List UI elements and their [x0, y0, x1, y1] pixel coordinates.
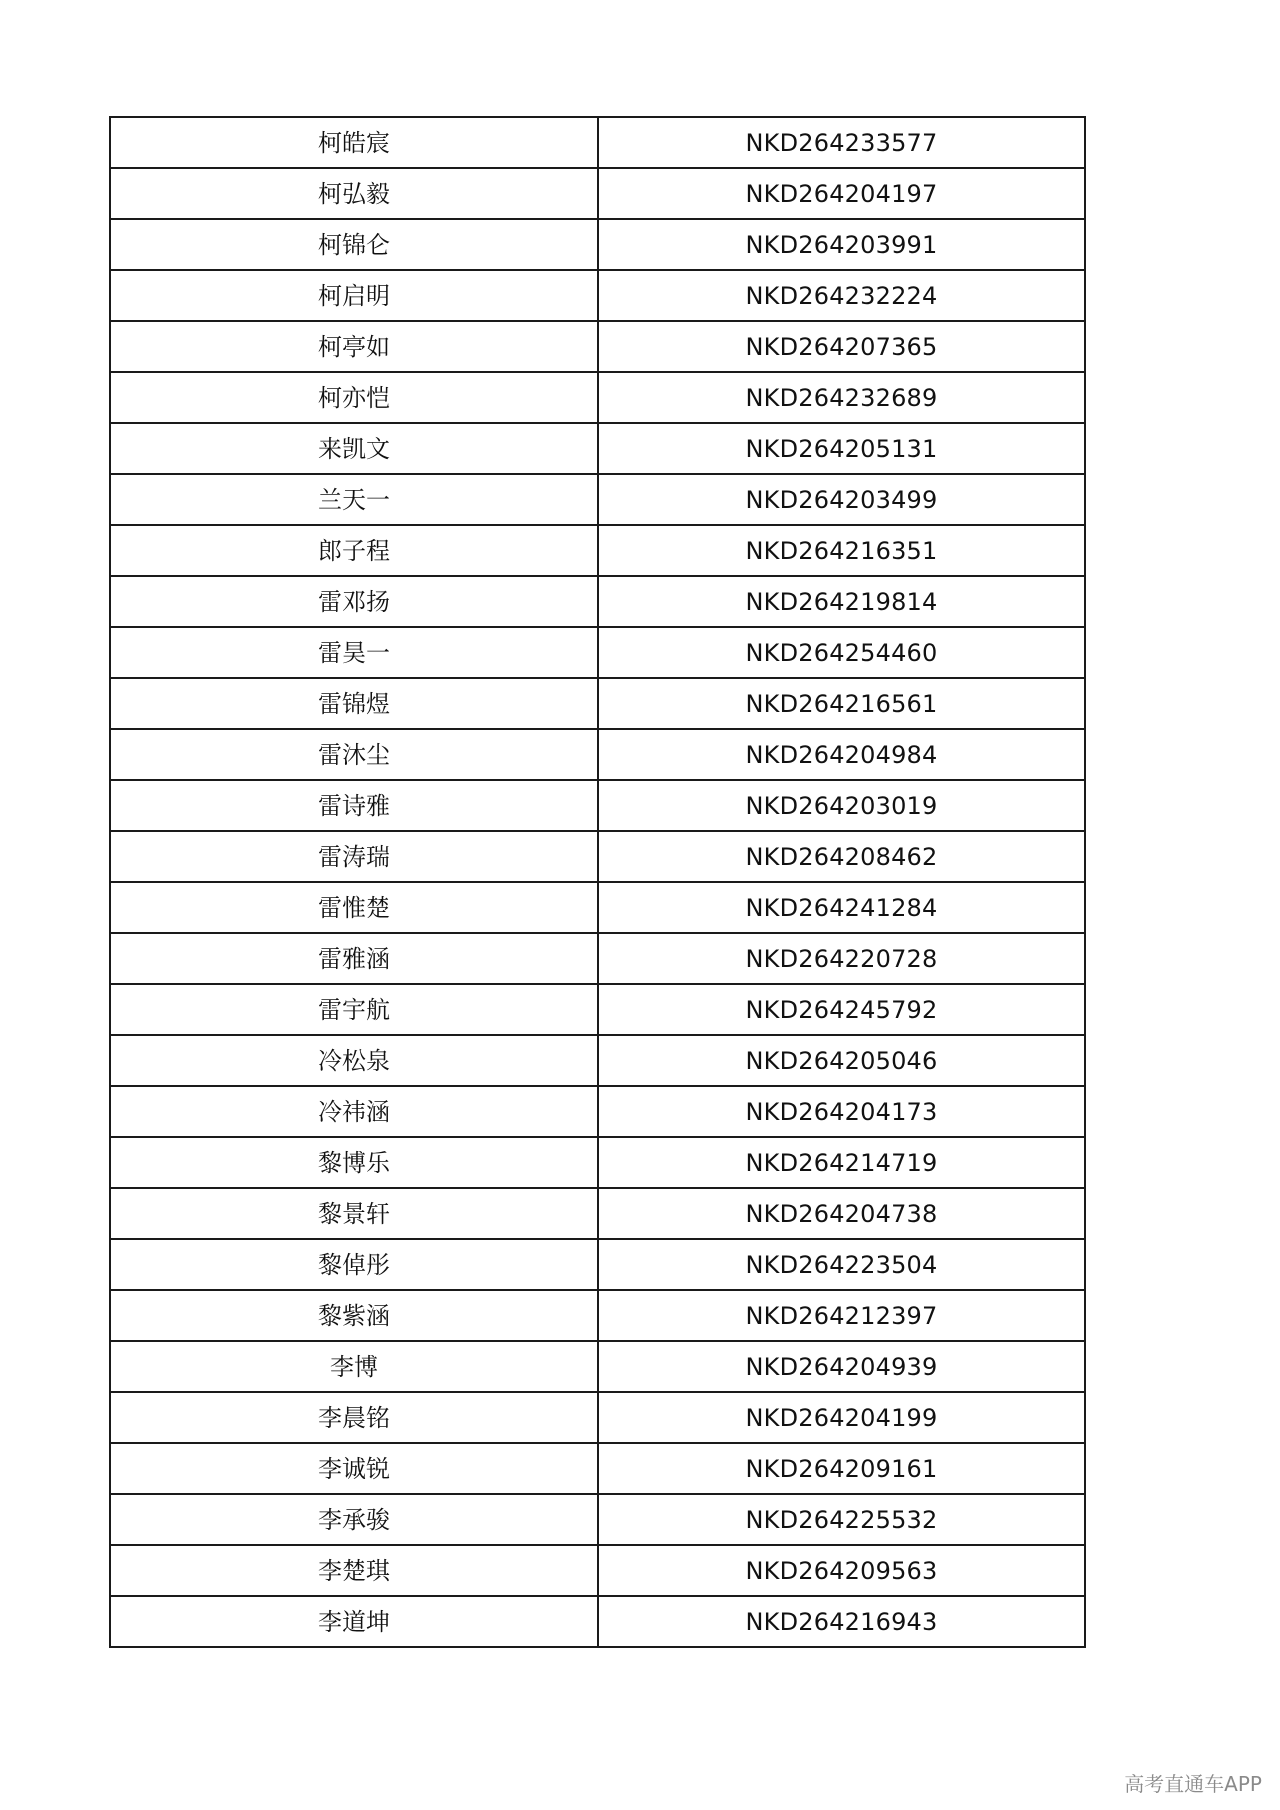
id-cell: NKD264207365	[598, 321, 1085, 372]
table-row	[110, 831, 1085, 882]
name-cell: 黎景轩	[110, 1188, 598, 1239]
name-cell: 李楚琪	[110, 1545, 598, 1596]
table-row	[110, 576, 1085, 627]
name-cell: 雷昊一	[110, 627, 598, 678]
table-row	[110, 1443, 1085, 1494]
id-cell: NKD264223504	[598, 1239, 1085, 1290]
id-cell: NKD264241284	[598, 882, 1085, 933]
table-row	[110, 372, 1085, 423]
id-cell: NKD264220728	[598, 933, 1085, 984]
id-cell: NKD264225532	[598, 1494, 1085, 1545]
table-row	[110, 729, 1085, 780]
name-cell: 黎倬彤	[110, 1239, 598, 1290]
roster-table	[109, 116, 1086, 1648]
name-cell: 柯亦恺	[110, 372, 598, 423]
id-cell: NKD264209161	[598, 1443, 1085, 1494]
id-cell: NKD264214719	[598, 1137, 1085, 1188]
table-row	[110, 1290, 1085, 1341]
table-row	[110, 1596, 1085, 1647]
name-cell: 李诚锐	[110, 1443, 598, 1494]
name-cell: 来凯文	[110, 423, 598, 474]
name-cell: 李晨铭	[110, 1392, 598, 1443]
table-row	[110, 168, 1085, 219]
id-cell: NKD264232224	[598, 270, 1085, 321]
id-cell: NKD264209563	[598, 1545, 1085, 1596]
id-cell: NKD264216561	[598, 678, 1085, 729]
name-cell: 李承骏	[110, 1494, 598, 1545]
table-row	[110, 1392, 1085, 1443]
table-row	[110, 780, 1085, 831]
name-cell: 柯亭如	[110, 321, 598, 372]
table-row	[110, 1341, 1085, 1392]
table-row	[110, 627, 1085, 678]
id-cell: NKD264254460	[598, 627, 1085, 678]
table-row	[110, 882, 1085, 933]
name-cell: 雷宇航	[110, 984, 598, 1035]
table-row	[110, 525, 1085, 576]
id-cell: NKD264216943	[598, 1596, 1085, 1647]
name-cell: 雷惟楚	[110, 882, 598, 933]
id-cell: NKD264204197	[598, 168, 1085, 219]
table-row	[110, 1494, 1085, 1545]
id-cell: NKD264204199	[598, 1392, 1085, 1443]
name-cell: 李道坤	[110, 1596, 598, 1647]
name-cell: 雷沐尘	[110, 729, 598, 780]
id-cell: NKD264205131	[598, 423, 1085, 474]
table-row	[110, 1086, 1085, 1137]
name-cell: 柯锦仑	[110, 219, 598, 270]
name-cell: 兰天一	[110, 474, 598, 525]
name-cell: 郎子程	[110, 525, 598, 576]
table-row	[110, 1239, 1085, 1290]
name-cell: 雷雅涵	[110, 933, 598, 984]
table-row	[110, 984, 1085, 1035]
table-row	[110, 474, 1085, 525]
id-cell: NKD264203991	[598, 219, 1085, 270]
table-row	[110, 321, 1085, 372]
id-cell: NKD264204173	[598, 1086, 1085, 1137]
table-row	[110, 1137, 1085, 1188]
name-cell: 冷祎涵	[110, 1086, 598, 1137]
id-cell: NKD264245792	[598, 984, 1085, 1035]
name-cell: 雷诗雅	[110, 780, 598, 831]
id-cell: NKD264203499	[598, 474, 1085, 525]
id-cell: NKD264233577	[598, 117, 1085, 168]
id-cell: NKD264232689	[598, 372, 1085, 423]
id-cell: NKD264212397	[598, 1290, 1085, 1341]
name-cell: 雷锦煜	[110, 678, 598, 729]
table-row	[110, 933, 1085, 984]
table-row	[110, 1545, 1085, 1596]
name-cell: 黎紫涵	[110, 1290, 598, 1341]
table-row	[110, 678, 1085, 729]
id-cell: NKD264205046	[598, 1035, 1085, 1086]
name-cell: 李博	[110, 1341, 598, 1392]
id-cell: NKD264204738	[598, 1188, 1085, 1239]
name-cell: 雷邓扬	[110, 576, 598, 627]
name-cell: 柯弘毅	[110, 168, 598, 219]
table-row	[110, 117, 1085, 168]
id-cell: NKD264204984	[598, 729, 1085, 780]
name-cell: 雷涛瑞	[110, 831, 598, 882]
table-row	[110, 423, 1085, 474]
id-cell: NKD264204939	[598, 1341, 1085, 1392]
id-cell: NKD264203019	[598, 780, 1085, 831]
name-cell: 柯启明	[110, 270, 598, 321]
name-cell: 黎博乐	[110, 1137, 598, 1188]
table-row	[110, 1035, 1085, 1086]
table-row	[110, 270, 1085, 321]
table-row	[110, 219, 1085, 270]
id-cell: NKD264208462	[598, 831, 1085, 882]
name-cell: 柯皓宸	[110, 117, 598, 168]
id-cell: NKD264219814	[598, 576, 1085, 627]
watermark: 高考直通车APP	[1124, 1772, 1262, 1796]
id-cell: NKD264216351	[598, 525, 1085, 576]
roster-body	[110, 117, 1085, 1647]
name-cell: 冷松泉	[110, 1035, 598, 1086]
table-row	[110, 1188, 1085, 1239]
